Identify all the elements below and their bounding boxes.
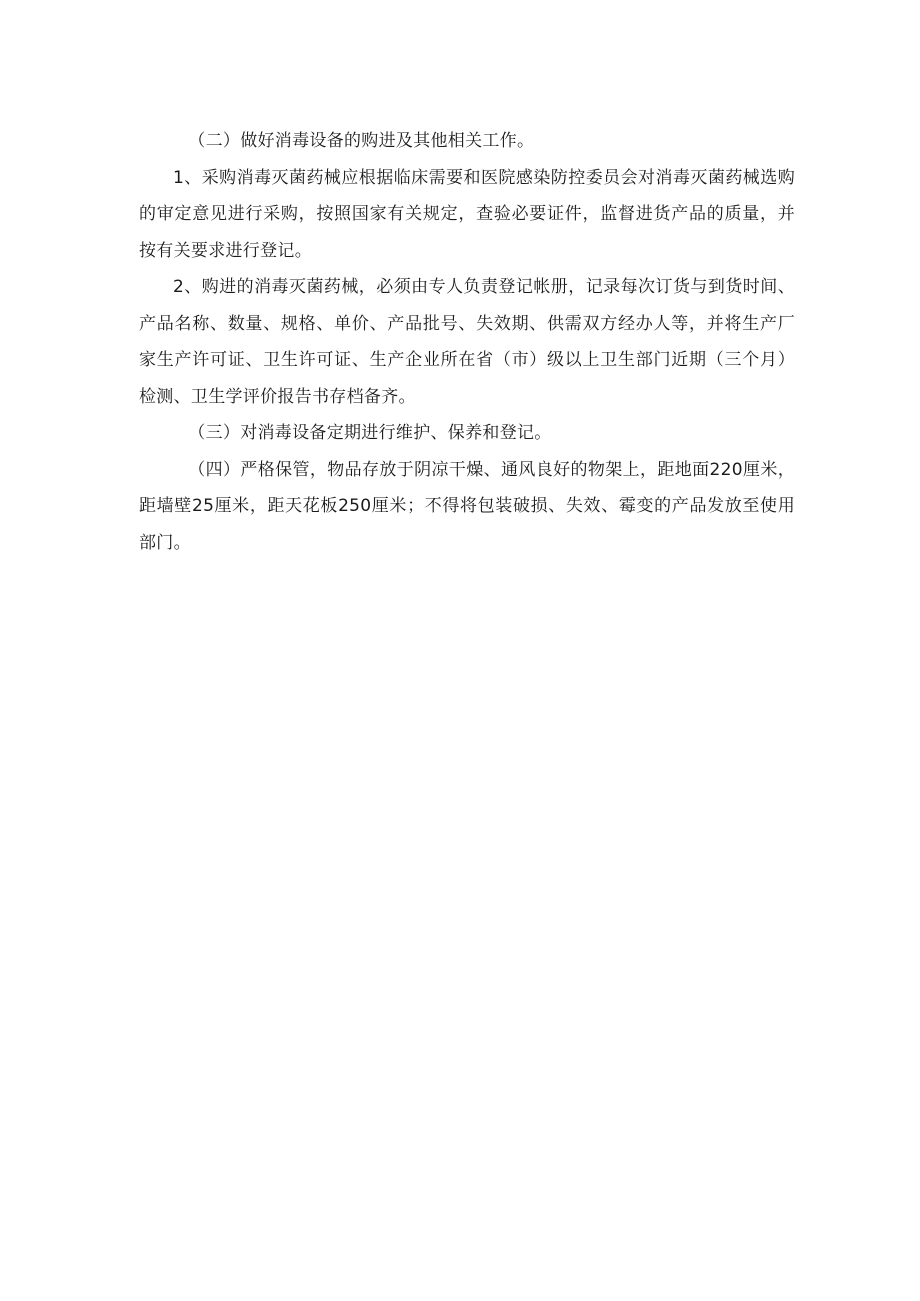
paragraph-item-2: 2、购进的消毒灭菌药械，必须由专人负责登记帐册，记录每次订货与到货时间、产品名称、数量、规格、单价、产品批号、失效期、供需双方经办人等，并将生产厂家生产许可证、卫生许可证、生产企业所在省（市）级以上卫生部门近期（三个月）检测、卫生学评价报告书存档备齐。 [139,277,795,407]
section-heading-3: （三）对消毒设备定期进行维护、保养和登记。 [188,423,552,443]
section-heading-4: （四）严格保管，物品存放于阴凉干燥、通风良好的物架上，距地面220厘米，距墙壁25厘米，距天花板250厘米；不得将包装破损、失效、霉变的产品发放至使用部门。 [139,459,795,553]
paragraph-item-1: 1、采购消毒灭菌药械应根据临床需要和医院感染防控委员会对消毒灭菌药械选购的审定意见进行采购，按照国家有关规定，查验必要证件，监督进货产品的质量，并按有关要求进行登记。 [139,167,795,261]
section-heading-2: （二）做好消毒设备的购进及其他相关工作。 [188,131,535,151]
document-page [139,123,795,561]
